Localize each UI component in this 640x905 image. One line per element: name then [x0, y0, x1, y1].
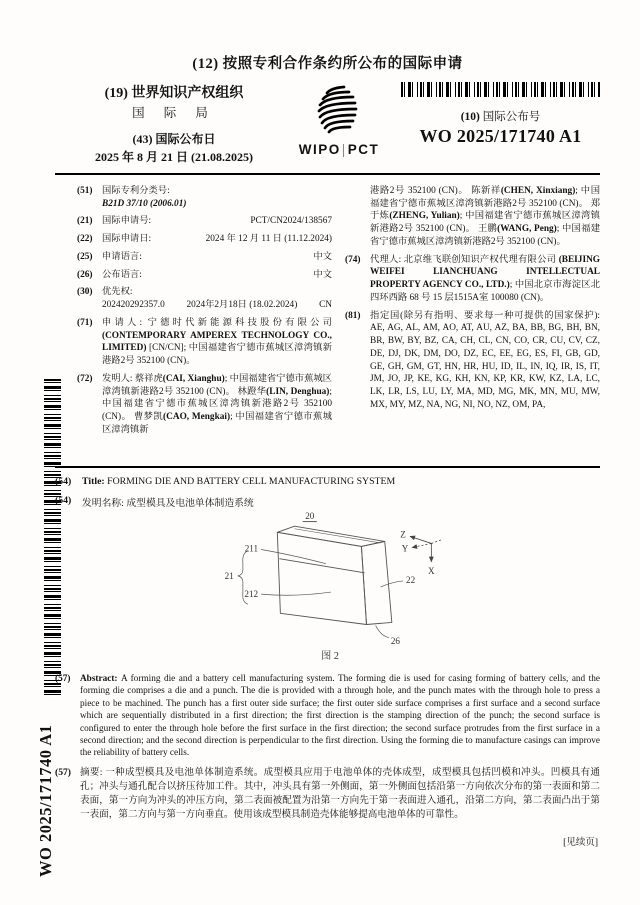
- title-divider: [55, 466, 600, 468]
- pubdate-value: 2025 年 8 月 21 日 (21.08.2025): [95, 150, 253, 164]
- appno-value: PCT/CN2024/138567: [250, 216, 332, 227]
- agent-address: ; 中国北京市海淀区北四环西路 68 号 15 层1515A室 100080 (CN)。: [370, 280, 600, 303]
- inventor-6-en: (WANG, Peng): [497, 224, 557, 235]
- field-filing-language: [77, 251, 332, 264]
- agent-name-zh: 北京维飞联创知识产权代理有限公司: [403, 254, 559, 265]
- code-71: (71): [77, 317, 93, 328]
- code-54-zh: (54): [55, 495, 72, 506]
- inventor-2-en: (LIN, Denghua): [266, 386, 330, 397]
- ipc-value: B21D 37/10 (2006.01): [102, 198, 187, 209]
- inventor-5-address: ; 中国福建省宁德市蕉城区漳湾镇新港路2号 352100 (CN)。 王鹏: [370, 211, 600, 235]
- title-zh-row: [55, 495, 600, 509]
- abstract-zh-body: [80, 766, 600, 822]
- page-content: [55, 0, 600, 848]
- code-43: (43): [132, 132, 153, 146]
- abstract-en-label: Abstract:: [80, 674, 121, 684]
- designated-states-label: 指定国(除另有指明、要求每一种可提供的国家保护):: [370, 310, 600, 321]
- org-name: 世界知识产权组织: [131, 86, 244, 101]
- battery-cell-outline: [277, 526, 392, 624]
- applicant-label: 申请人:: [102, 317, 143, 328]
- pubdate-label-line: [55, 130, 293, 147]
- wordmark-separator: |: [341, 142, 347, 157]
- field-publication-language: [77, 269, 332, 282]
- priority-number: 202420292357.0: [102, 300, 165, 311]
- applicant-name-zh: 宁德时代新能源科技股份有限公司: [147, 317, 332, 328]
- code-30: (30): [77, 287, 93, 298]
- inventor-4-address: ; 中国福建省宁德市蕉城区漳湾镇新港路2号 352100 (CN)。 郑于炼: [370, 186, 600, 222]
- code-72: (72): [77, 373, 93, 384]
- filelang-body: [102, 251, 332, 264]
- priority-country: CN: [319, 300, 332, 311]
- continuation-note: [见续页]: [563, 837, 598, 848]
- figure-area: [55, 510, 600, 667]
- code-54-en: (54): [55, 476, 72, 487]
- field-filing-date: [77, 233, 332, 246]
- inventor-4-en: (CHEN, Xinxiang): [500, 186, 576, 196]
- field-application-number: [77, 215, 332, 228]
- inventor-5-en: (ZHENG, Yulian): [389, 211, 460, 222]
- axis-y-label: Y: [401, 543, 408, 554]
- axis-z-label: Z: [399, 529, 406, 540]
- inventor-3-address-cont: 港路2号 352100 (CN)。 陈新祥: [370, 186, 501, 196]
- abstract-zh-section: [55, 766, 600, 822]
- code-51: (51): [77, 186, 93, 196]
- publang-value: 中文: [313, 269, 332, 280]
- filelang-value: 中文: [313, 251, 332, 262]
- leader-lines: [237, 550, 402, 638]
- figure-ref-21: 21: [224, 570, 234, 581]
- inventor-6-address: ; 中国福建省宁德市蕉城区漳湾镇新港路2号 352100 (CN)。: [370, 224, 601, 247]
- figure-caption: 图 2: [320, 650, 339, 662]
- side-publication-number: WO 2025/171740 A1: [36, 724, 55, 877]
- ipc-label: 国际专利分类号:: [102, 186, 170, 196]
- header-center: [293, 82, 385, 157]
- pubnum-label: 国际公布号: [482, 111, 541, 123]
- inventor-3-en: (CAO, Mengkai): [163, 412, 231, 423]
- org-bureau: 国 际 局: [132, 106, 216, 120]
- inventor-1-address: ; 中国福建省宁德市蕉城区漳湾镇新港路2号 352100 (CN)。 林蹬华: [102, 373, 332, 397]
- inventor-2-address: ; 中国福建省宁德市蕉城区漳湾镇新港路2号 352100 (CN)。 曹梦凯: [102, 386, 332, 423]
- inventors-continued-body: [370, 185, 600, 249]
- pubdate-label: 国际公布日: [155, 132, 216, 146]
- code-57-zh: (57): [55, 766, 71, 778]
- applicant-name-en: (CONTEMPORARY AMPEREX TECHNOLOGY CO., LIMITED): [102, 330, 332, 354]
- abstract-zh-text: 一种成型模具及电池单体制造系统。成型模具应用于电池单体的壳体成型，成型模具包括凹模和冲头。凹模具有通孔；冲头与通孔配合以挤压待加工件。其中，冲头具有第一外侧面，第一外侧面包括沿第一方向依次分布的第一表面和第二表面，第一方向为冲头的冲压方向，第二表面被配置为沿第一方向先于第一表面进入通孔，沿第二方向，第二表面凸出于第一表面，第二方向与第一方向垂直。使用该成型模具制造壳体能够提高电池单体的可靠性。: [80, 766, 600, 820]
- code-74: (74): [345, 254, 361, 265]
- pubnum-label-line: [401, 108, 600, 124]
- inventor-3-address-start: ; 中国福建省宁德市蕉城区漳湾镇新: [102, 412, 332, 435]
- field-designated-states: [345, 310, 600, 412]
- code-blank: [345, 185, 370, 249]
- agent-body: [370, 254, 600, 305]
- inventors-body: [102, 373, 332, 437]
- code-25: (25): [77, 251, 93, 262]
- applicant-body: [102, 317, 332, 368]
- inventors-label: 发明人:: [102, 373, 133, 384]
- figure-ref-211: 211: [244, 543, 258, 554]
- code-21: (21): [77, 216, 93, 227]
- pct-header-line: (12) 按照专利合作条约所公布的国际申请: [192, 56, 463, 72]
- appdate-body: [102, 233, 332, 246]
- designated-states-list: AE, AG, AL, AM, AO, AT, AU, AZ, BA, BB, BG, BH, BN, BR, BW, BY, BZ, CA, CH, CL, CN, CO, CR, CU, CV, CZ, DE, DJ, DK, DM, DO, DZ, EC, EE, EG, ES, FI, GB, GD, GE, GH, GM, GT, HN, HR, HU, ID, IL, IN, IQ, IR, IS, IT, JM, JO, JP, KE, KG, KH, KN, KP, KR, KW, KZ, LA, LC, LK, LR, LS, LU, LY, MA, MD, MG, MK, MN, MU, MW, MX, MY, MZ, NA, NG, NI, NO, NZ, OM, PA,: [370, 323, 600, 410]
- code-22: (22): [77, 234, 93, 245]
- appdate-value: 2024 年 12 月 11 日 (11.12.2024): [205, 234, 332, 245]
- title-zh-value: 成型模具及电池单体制造系统: [126, 498, 254, 509]
- figure-ref-20: 20: [304, 511, 314, 522]
- header-row: [55, 82, 600, 165]
- field-agent: [345, 254, 600, 305]
- axes-icon: [410, 536, 442, 561]
- title-en-row: [55, 476, 600, 487]
- priority-line: [102, 299, 332, 312]
- abstract-zh-label: 摘要:: [80, 766, 106, 778]
- code-57-en: (57): [55, 674, 71, 684]
- biblio-left-column: [77, 185, 332, 458]
- priority-body: [102, 286, 332, 311]
- title-zh-body: [82, 495, 600, 509]
- appno-label: 国际申请号:: [102, 216, 152, 227]
- title-en-label: Title:: [82, 476, 108, 487]
- top-barcode: [401, 82, 600, 97]
- publication-number: WO 2025/171740 A1: [419, 126, 582, 146]
- abstract-en-body: [80, 673, 600, 760]
- code-26: (26): [77, 269, 93, 280]
- figure-ref-22: 22: [405, 574, 415, 585]
- appdate-label: 国际申请日:: [102, 234, 152, 245]
- title-en-value: FORMING DIE AND BATTERY CELL MANUFACTURING SYSTEM: [107, 476, 396, 487]
- figure-2-drawing: [178, 510, 478, 662]
- title-zh-label: 发明名称:: [82, 498, 127, 509]
- priority-label: 优先权:: [102, 287, 133, 298]
- agent-name-en: (BEIJING WEIFEI LIANCHUANG INTELLECTUAL PROPERTY AGENCY CO., LTD.): [370, 254, 601, 291]
- figure-ref-212: 212: [243, 589, 258, 600]
- designated-states-body: [370, 310, 600, 412]
- publang-label: 公布语言:: [102, 269, 142, 280]
- bibliographic-section: [55, 175, 600, 458]
- agent-label: 代理人:: [370, 254, 402, 265]
- ipc-body: [102, 185, 332, 210]
- code-81: (81): [345, 310, 361, 321]
- biblio-right-column: [345, 185, 600, 458]
- abstract-en-section: [55, 673, 600, 760]
- field-ipc: [77, 185, 332, 210]
- field-applicant: [77, 317, 332, 368]
- applicant-address: [CN/CN]; 中国福建省宁德市蕉城区漳湾镇新港路2号 352100 (CN)。: [102, 343, 332, 367]
- field-priority: [77, 286, 332, 311]
- header-right: [385, 82, 600, 147]
- priority-date: 2024年2月18日 (18.02.2024): [186, 300, 298, 311]
- code-19: (19): [104, 86, 128, 101]
- publang-body: [102, 269, 332, 282]
- wipo-logo-icon: [310, 84, 368, 136]
- wipo-pct-wordmark: [293, 142, 385, 157]
- abstract-en-text: A forming die and a battery cell manufacturing system. The forming die is used for casing forming of battery cells, and the forming die comprises a die and a punch. The die is provided with a through hole, and the punch mates with the through hole to press a piece to be machined. The punch has a first outer side surface; the first outer side surface comprises a first surface and a second surface which are sequentially distributed in a first direction; the first direction is the stamping direction of the punch; the second surface is configured to enter the through hole before the first surface in the first direction; the second surface protrudes from the first surface in a second direction; and the second direction is perpendicular to the first direction. Using the forming die to manufacture casings can improve the reliability of battery cells.: [80, 674, 600, 759]
- code-10: (10): [460, 111, 480, 123]
- figure-ref-26: 26: [390, 635, 400, 646]
- pct-text: PCT: [347, 142, 380, 157]
- inventor-1-en: (CAI, Xianghu): [162, 373, 225, 384]
- title-en-body: [82, 476, 600, 487]
- field-inventors: [77, 373, 332, 437]
- wipo-text: WIPO: [298, 142, 341, 157]
- filelang-label: 申请语言:: [102, 251, 142, 262]
- field-inventors-continued: [345, 185, 600, 249]
- appno-body: [102, 215, 332, 228]
- org-name-line: [55, 82, 293, 102]
- header-left: [55, 82, 293, 165]
- axis-x-label: X: [427, 565, 435, 576]
- inventor-1-zh: 蔡祥虎: [134, 373, 163, 384]
